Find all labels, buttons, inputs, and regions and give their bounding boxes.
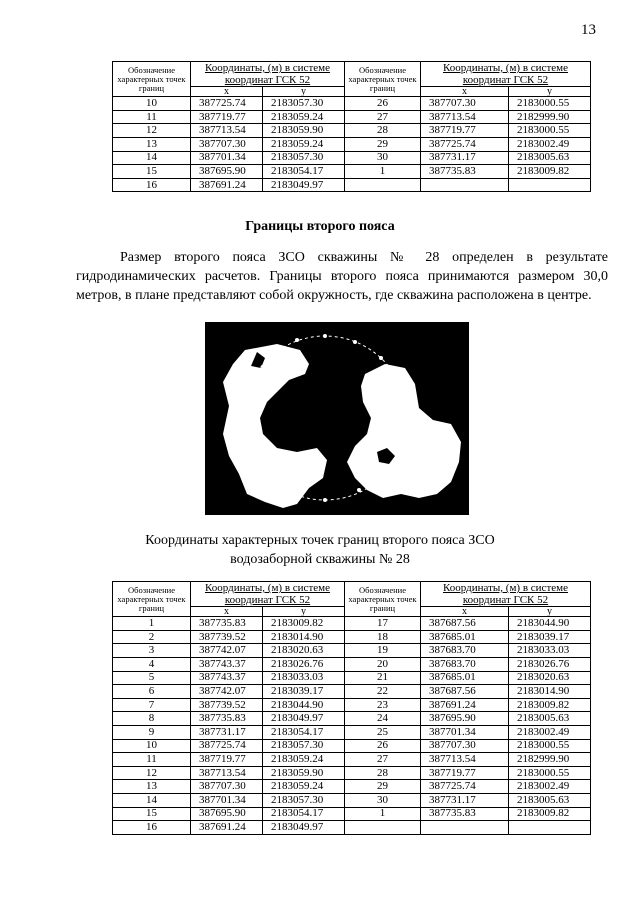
y-coordinate-cell: 2183044.90 xyxy=(263,698,345,712)
point-number-cell: 29 xyxy=(345,137,421,151)
x-coordinate-cell xyxy=(421,821,509,835)
x-coordinate-cell: 387735.83 xyxy=(421,807,509,821)
map-image xyxy=(205,322,469,515)
x-coordinate-cell: 387707.30 xyxy=(421,739,509,753)
y-coordinate-cell: 2183059.24 xyxy=(263,110,345,124)
coordinates-table-1 xyxy=(112,61,591,192)
header-y: y xyxy=(263,87,345,97)
y-coordinate-cell: 2183049.97 xyxy=(263,178,345,192)
x-coordinate-cell: 387701.34 xyxy=(191,151,263,165)
point-number-cell: 12 xyxy=(113,124,191,138)
y-coordinate-cell xyxy=(509,821,591,835)
y-coordinate-cell: 2183057.30 xyxy=(263,97,345,111)
point-number-cell: 26 xyxy=(345,739,421,753)
table-row xyxy=(113,97,591,111)
point-number-cell: 26 xyxy=(345,97,421,111)
y-coordinate-cell: 2183014.90 xyxy=(263,630,345,644)
table-row xyxy=(113,821,591,835)
point-number-cell: 10 xyxy=(113,97,191,111)
table-row xyxy=(113,712,591,726)
point-number-cell: 8 xyxy=(113,712,191,726)
table-row xyxy=(113,151,591,165)
x-coordinate-cell: 387742.07 xyxy=(191,685,263,699)
x-coordinate-cell: 387701.34 xyxy=(421,725,509,739)
body-paragraph xyxy=(76,248,608,305)
y-coordinate-cell: 2183057.30 xyxy=(263,151,345,165)
x-coordinate-cell: 387685.01 xyxy=(421,671,509,685)
y-coordinate-cell: 2183057.30 xyxy=(263,739,345,753)
table-row xyxy=(113,685,591,699)
y-coordinate-cell: 2183054.17 xyxy=(263,165,345,179)
x-coordinate-cell: 387687.56 xyxy=(421,685,509,699)
x-coordinate-cell: 387725.74 xyxy=(191,739,263,753)
point-number-cell: 17 xyxy=(345,617,421,631)
point-number-cell: 11 xyxy=(113,110,191,124)
point-number-cell: 13 xyxy=(113,780,191,794)
y-coordinate-cell: 2183059.24 xyxy=(263,780,345,794)
y-coordinate-cell: 2183059.24 xyxy=(263,137,345,151)
header-x: x xyxy=(421,607,509,617)
page-number: 13 xyxy=(581,22,596,38)
y-coordinate-cell: 2183005.63 xyxy=(509,151,591,165)
map-drawing xyxy=(205,322,469,515)
header-x: x xyxy=(191,87,263,97)
point-number-cell: 1 xyxy=(345,807,421,821)
x-coordinate-cell: 387742.07 xyxy=(191,644,263,658)
y-coordinate-cell: 2183005.63 xyxy=(509,793,591,807)
table-row xyxy=(113,739,591,753)
table-row xyxy=(113,110,591,124)
point-number-cell: 11 xyxy=(113,753,191,767)
table-row xyxy=(113,671,591,685)
point-number-cell: 28 xyxy=(345,124,421,138)
y-coordinate-cell: 2183005.63 xyxy=(509,712,591,726)
point-number-cell: 7 xyxy=(113,698,191,712)
y-coordinate-cell: 2183000.55 xyxy=(509,97,591,111)
header-coordinates: Координаты, (м) в системе координат ГСК 52 xyxy=(191,582,345,607)
x-coordinate-cell: 387695.90 xyxy=(421,712,509,726)
y-coordinate-cell: 2183026.76 xyxy=(263,657,345,671)
y-coordinate-cell: 2183033.03 xyxy=(509,644,591,658)
point-number-cell: 24 xyxy=(345,712,421,726)
table-row xyxy=(113,617,591,631)
table-row xyxy=(113,766,591,780)
y-coordinate-cell: 2183039.17 xyxy=(263,685,345,699)
y-coordinate-cell: 2183039.17 xyxy=(509,630,591,644)
x-coordinate-cell: 387725.74 xyxy=(421,780,509,794)
x-coordinate-cell: 387735.83 xyxy=(421,165,509,179)
table-row xyxy=(113,753,591,767)
x-coordinate-cell: 387739.52 xyxy=(191,630,263,644)
x-coordinate-cell: 387713.54 xyxy=(191,124,263,138)
table-row xyxy=(113,137,591,151)
table-row xyxy=(113,725,591,739)
x-coordinate-cell: 387719.77 xyxy=(191,753,263,767)
x-coordinate-cell: 387713.54 xyxy=(191,766,263,780)
y-coordinate-cell: 2183044.90 xyxy=(509,617,591,631)
y-coordinate-cell: 2183000.55 xyxy=(509,766,591,780)
table-row xyxy=(113,644,591,658)
header-point-designation: Обозначение характерных точек границ xyxy=(113,62,191,97)
y-coordinate-cell: 2183009.82 xyxy=(509,807,591,821)
header-coordinates: Координаты, (м) в системе координат ГСК 52 xyxy=(421,62,591,87)
header-y: y xyxy=(509,87,591,97)
caption-line-2: водозаборной скважины № 28 xyxy=(230,552,410,567)
x-coordinate-cell: 387735.83 xyxy=(191,617,263,631)
x-coordinate-cell: 387719.77 xyxy=(191,110,263,124)
x-coordinate-cell xyxy=(421,178,509,192)
point-number-cell: 29 xyxy=(345,780,421,794)
header-x: x xyxy=(191,607,263,617)
y-coordinate-cell: 2183054.17 xyxy=(263,725,345,739)
y-coordinate-cell: 2183009.82 xyxy=(509,165,591,179)
point-number-cell: 4 xyxy=(113,657,191,671)
header-y: y xyxy=(263,607,345,617)
x-coordinate-cell: 387743.37 xyxy=(191,657,263,671)
y-coordinate-cell: 2183059.24 xyxy=(263,753,345,767)
y-coordinate-cell: 2183002.49 xyxy=(509,780,591,794)
point-number-cell: 5 xyxy=(113,671,191,685)
y-coordinate-cell: 2183057.30 xyxy=(263,793,345,807)
header-point-designation: Обозначение характерных точек границ xyxy=(345,582,421,617)
x-coordinate-cell: 387713.54 xyxy=(421,753,509,767)
table-row xyxy=(113,657,591,671)
header-point-designation: Обозначение характерных точек границ xyxy=(345,62,421,97)
x-coordinate-cell: 387719.77 xyxy=(421,124,509,138)
point-number-cell: 25 xyxy=(345,725,421,739)
point-number-cell: 19 xyxy=(345,644,421,658)
x-coordinate-cell: 387731.17 xyxy=(421,793,509,807)
point-number-cell: 16 xyxy=(113,178,191,192)
point-number-cell: 15 xyxy=(113,165,191,179)
y-coordinate-cell: 2183026.76 xyxy=(509,657,591,671)
point-number-cell: 9 xyxy=(113,725,191,739)
x-coordinate-cell: 387739.52 xyxy=(191,698,263,712)
y-coordinate-cell: 2183033.03 xyxy=(263,671,345,685)
x-coordinate-cell: 387707.30 xyxy=(191,137,263,151)
point-number-cell: 13 xyxy=(113,137,191,151)
point-number-cell: 27 xyxy=(345,110,421,124)
point-number-cell: 1 xyxy=(345,165,421,179)
point-number-cell: 30 xyxy=(345,793,421,807)
header-coordinates: Координаты, (м) в системе координат ГСК 52 xyxy=(191,62,345,87)
y-coordinate-cell xyxy=(509,178,591,192)
point-number-cell: 16 xyxy=(113,821,191,835)
table-row xyxy=(113,698,591,712)
y-coordinate-cell: 2183020.63 xyxy=(509,671,591,685)
y-coordinate-cell: 2183009.82 xyxy=(263,617,345,631)
y-coordinate-cell: 2183000.55 xyxy=(509,124,591,138)
caption-line-1: Координаты характерных точек границ второго пояса ЗСО xyxy=(145,533,495,548)
y-coordinate-cell: 2183059.90 xyxy=(263,124,345,138)
table-row xyxy=(113,793,591,807)
x-coordinate-cell: 387691.24 xyxy=(191,178,263,192)
x-coordinate-cell: 387725.74 xyxy=(421,137,509,151)
header-coordinates: Координаты, (м) в системе координат ГСК 52 xyxy=(421,582,591,607)
point-number-cell: 15 xyxy=(113,807,191,821)
x-coordinate-cell: 387731.17 xyxy=(421,151,509,165)
point-number-cell: 21 xyxy=(345,671,421,685)
y-coordinate-cell: 2183002.49 xyxy=(509,137,591,151)
header-y: y xyxy=(509,607,591,617)
point-number-cell: 23 xyxy=(345,698,421,712)
table-caption xyxy=(0,531,640,569)
y-coordinate-cell: 2183014.90 xyxy=(509,685,591,699)
x-coordinate-cell: 387683.70 xyxy=(421,644,509,658)
x-coordinate-cell: 387743.37 xyxy=(191,671,263,685)
point-number-cell: 1 xyxy=(113,617,191,631)
x-coordinate-cell: 387695.90 xyxy=(191,807,263,821)
x-coordinate-cell: 387719.77 xyxy=(421,766,509,780)
point-number-cell: 30 xyxy=(345,151,421,165)
x-coordinate-cell: 387707.30 xyxy=(421,97,509,111)
x-coordinate-cell: 387695.90 xyxy=(191,165,263,179)
point-number-cell: 18 xyxy=(345,630,421,644)
y-coordinate-cell: 2182999.90 xyxy=(509,110,591,124)
point-number-cell: 20 xyxy=(345,657,421,671)
y-coordinate-cell: 2183059.90 xyxy=(263,766,345,780)
x-coordinate-cell: 387685.01 xyxy=(421,630,509,644)
x-coordinate-cell: 387687.56 xyxy=(421,617,509,631)
x-coordinate-cell: 387691.24 xyxy=(421,698,509,712)
section-title: Границы второго пояса xyxy=(245,219,395,234)
point-number-cell: 27 xyxy=(345,753,421,767)
point-number-cell: 10 xyxy=(113,739,191,753)
point-number-cell: 22 xyxy=(345,685,421,699)
x-coordinate-cell: 387707.30 xyxy=(191,780,263,794)
point-number-cell: 2 xyxy=(113,630,191,644)
point-number-cell: 12 xyxy=(113,766,191,780)
point-number-cell xyxy=(345,821,421,835)
x-coordinate-cell: 387701.34 xyxy=(191,793,263,807)
paragraph-text: Размер второго пояса ЗСО скважины № 28 определен в результате гидродинамических расчетов. Границы второго пояса принимаются размером 30,0 метров, в плане представляют собой окружность, где скважина расположена в центре. xyxy=(76,250,608,303)
table-row xyxy=(113,165,591,179)
y-coordinate-cell: 2183049.97 xyxy=(263,712,345,726)
y-coordinate-cell: 2183000.55 xyxy=(509,739,591,753)
x-coordinate-cell: 387731.17 xyxy=(191,725,263,739)
coordinates-table-2 xyxy=(112,581,591,835)
table-row xyxy=(113,124,591,138)
table-row xyxy=(113,630,591,644)
point-number-cell xyxy=(345,178,421,192)
x-coordinate-cell: 387683.70 xyxy=(421,657,509,671)
x-coordinate-cell: 387725.74 xyxy=(191,97,263,111)
point-number-cell: 14 xyxy=(113,151,191,165)
point-number-cell: 6 xyxy=(113,685,191,699)
header-x: x xyxy=(421,87,509,97)
table-row xyxy=(113,178,591,192)
point-number-cell: 3 xyxy=(113,644,191,658)
table-row xyxy=(113,780,591,794)
x-coordinate-cell: 387691.24 xyxy=(191,821,263,835)
y-coordinate-cell: 2183002.49 xyxy=(509,725,591,739)
x-coordinate-cell: 387713.54 xyxy=(421,110,509,124)
y-coordinate-cell: 2183009.82 xyxy=(509,698,591,712)
point-number-cell: 14 xyxy=(113,793,191,807)
y-coordinate-cell: 2182999.90 xyxy=(509,753,591,767)
y-coordinate-cell: 2183054.17 xyxy=(263,807,345,821)
point-number-cell: 28 xyxy=(345,766,421,780)
y-coordinate-cell: 2183049.97 xyxy=(263,821,345,835)
table-row xyxy=(113,807,591,821)
y-coordinate-cell: 2183020.63 xyxy=(263,644,345,658)
x-coordinate-cell: 387735.83 xyxy=(191,712,263,726)
header-point-designation: Обозначение характерных точек границ xyxy=(113,582,191,617)
